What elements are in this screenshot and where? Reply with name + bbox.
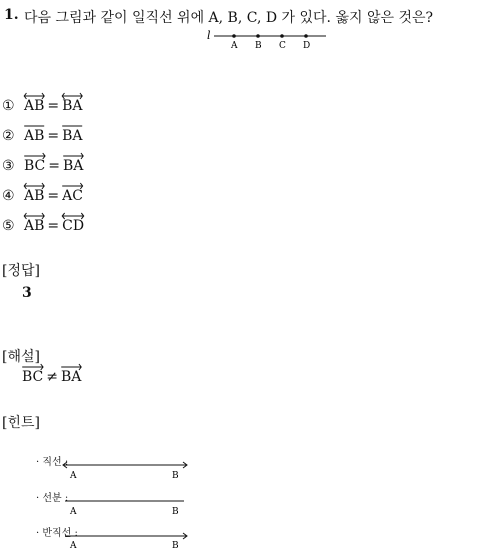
choice-2-left-text: AB <box>24 128 45 144</box>
hint-ray-from: A <box>70 541 77 550</box>
answer-label: [정답] <box>2 263 40 279</box>
explanation-left <box>22 363 43 385</box>
choice-1-operator: = <box>47 98 60 114</box>
point-label-a: A <box>231 41 238 51</box>
choice-3-left <box>24 152 45 174</box>
line-notation-icon <box>24 212 44 218</box>
choice-4-left <box>24 182 44 204</box>
choice-5-left-text: AB <box>24 218 45 234</box>
choice-2-mark: ② <box>2 128 15 144</box>
choice-2[interactable] <box>2 122 83 144</box>
line-notation-icon <box>62 212 84 218</box>
choice-4-expression <box>24 182 83 204</box>
choice-3[interactable] <box>2 152 83 174</box>
choice-1-left <box>24 92 44 114</box>
hint-ray-label: · 반직선 : <box>36 528 78 539</box>
ray-notation-icon <box>61 363 81 369</box>
choice-4-left-text: AB <box>24 188 45 204</box>
choice-1-right <box>62 92 82 114</box>
ray-notation-icon <box>63 152 83 158</box>
choice-1-right-text: BA <box>62 98 83 114</box>
line-figure-svg <box>200 28 330 52</box>
choice-2-right <box>62 122 82 144</box>
question-text: 다음 그림과 같이 일직선 위에 A, B, C, D 가 있다. 옳지 않은 것은? <box>24 10 433 26</box>
point-a <box>232 34 236 38</box>
choice-1-left-text: AB <box>24 98 45 114</box>
hint-line-label: · 직선 : <box>36 457 69 468</box>
hint-line-diagram <box>60 458 192 482</box>
choice-5[interactable] <box>2 212 84 234</box>
choice-5-expression <box>24 212 84 234</box>
hint-line-to: B <box>172 471 179 481</box>
ray-notation-icon <box>24 152 45 158</box>
choice-4-mark: ④ <box>2 188 15 204</box>
explanation-operator: ≠ <box>46 369 58 385</box>
point-c <box>280 34 284 38</box>
explanation-left-text: BC <box>22 369 44 385</box>
explanation-label: [해설] <box>2 349 40 365</box>
line-notation-icon <box>62 92 82 98</box>
choice-4[interactable] <box>2 182 83 204</box>
choice-5-right-text: CD <box>62 218 85 234</box>
choice-5-operator: = <box>47 218 60 234</box>
choice-3-right-text: BA <box>63 158 84 174</box>
line-notation-icon <box>24 182 44 188</box>
hint-line-from: A <box>70 471 77 481</box>
hint-label: [힌트] <box>2 415 40 431</box>
ray-notation-icon <box>62 182 83 188</box>
segment-notation-icon <box>62 122 82 128</box>
choice-2-expression <box>24 122 83 144</box>
choice-3-expression <box>24 152 83 174</box>
choice-1-expression <box>24 92 83 114</box>
line-figure <box>200 28 330 56</box>
choice-4-right <box>62 182 83 204</box>
choice-3-operator: = <box>48 158 60 174</box>
choice-3-mark: ③ <box>2 158 15 174</box>
point-b <box>256 34 260 38</box>
hint-ray-diagram <box>60 529 192 550</box>
hint-segment-label: · 선분 : <box>36 493 69 504</box>
question-number: 1. <box>4 7 19 23</box>
choice-5-right <box>62 212 84 234</box>
explanation-expression <box>22 363 81 385</box>
explanation-right <box>61 363 81 385</box>
segment-notation-icon <box>24 122 44 128</box>
hint-segment-to: B <box>172 507 179 517</box>
choice-1-mark: ① <box>2 98 15 114</box>
line-label: l <box>207 29 211 42</box>
point-label-d: D <box>303 41 311 51</box>
choice-2-operator: = <box>47 128 60 144</box>
hint-segment-from: A <box>70 507 77 517</box>
point-d <box>304 34 308 38</box>
choice-4-right-text: AC <box>62 188 83 204</box>
answer-value: 3 <box>22 285 32 301</box>
choice-5-left <box>24 212 44 234</box>
point-label-b: B <box>255 41 262 51</box>
choice-3-left-text: BC <box>24 158 46 174</box>
ray-notation-icon <box>22 363 43 369</box>
choice-4-operator: = <box>47 188 60 204</box>
explanation-right-text: BA <box>61 369 82 385</box>
choice-5-mark: ⑤ <box>2 218 15 234</box>
hint-ray-to: B <box>172 541 179 550</box>
point-label-c: C <box>279 41 286 51</box>
choice-2-left <box>24 122 44 144</box>
choice-2-right-text: BA <box>62 128 83 144</box>
hint-segment-diagram <box>60 494 192 518</box>
choice-1[interactable] <box>2 92 83 114</box>
line-notation-icon <box>24 92 44 98</box>
choice-3-right <box>63 152 83 174</box>
